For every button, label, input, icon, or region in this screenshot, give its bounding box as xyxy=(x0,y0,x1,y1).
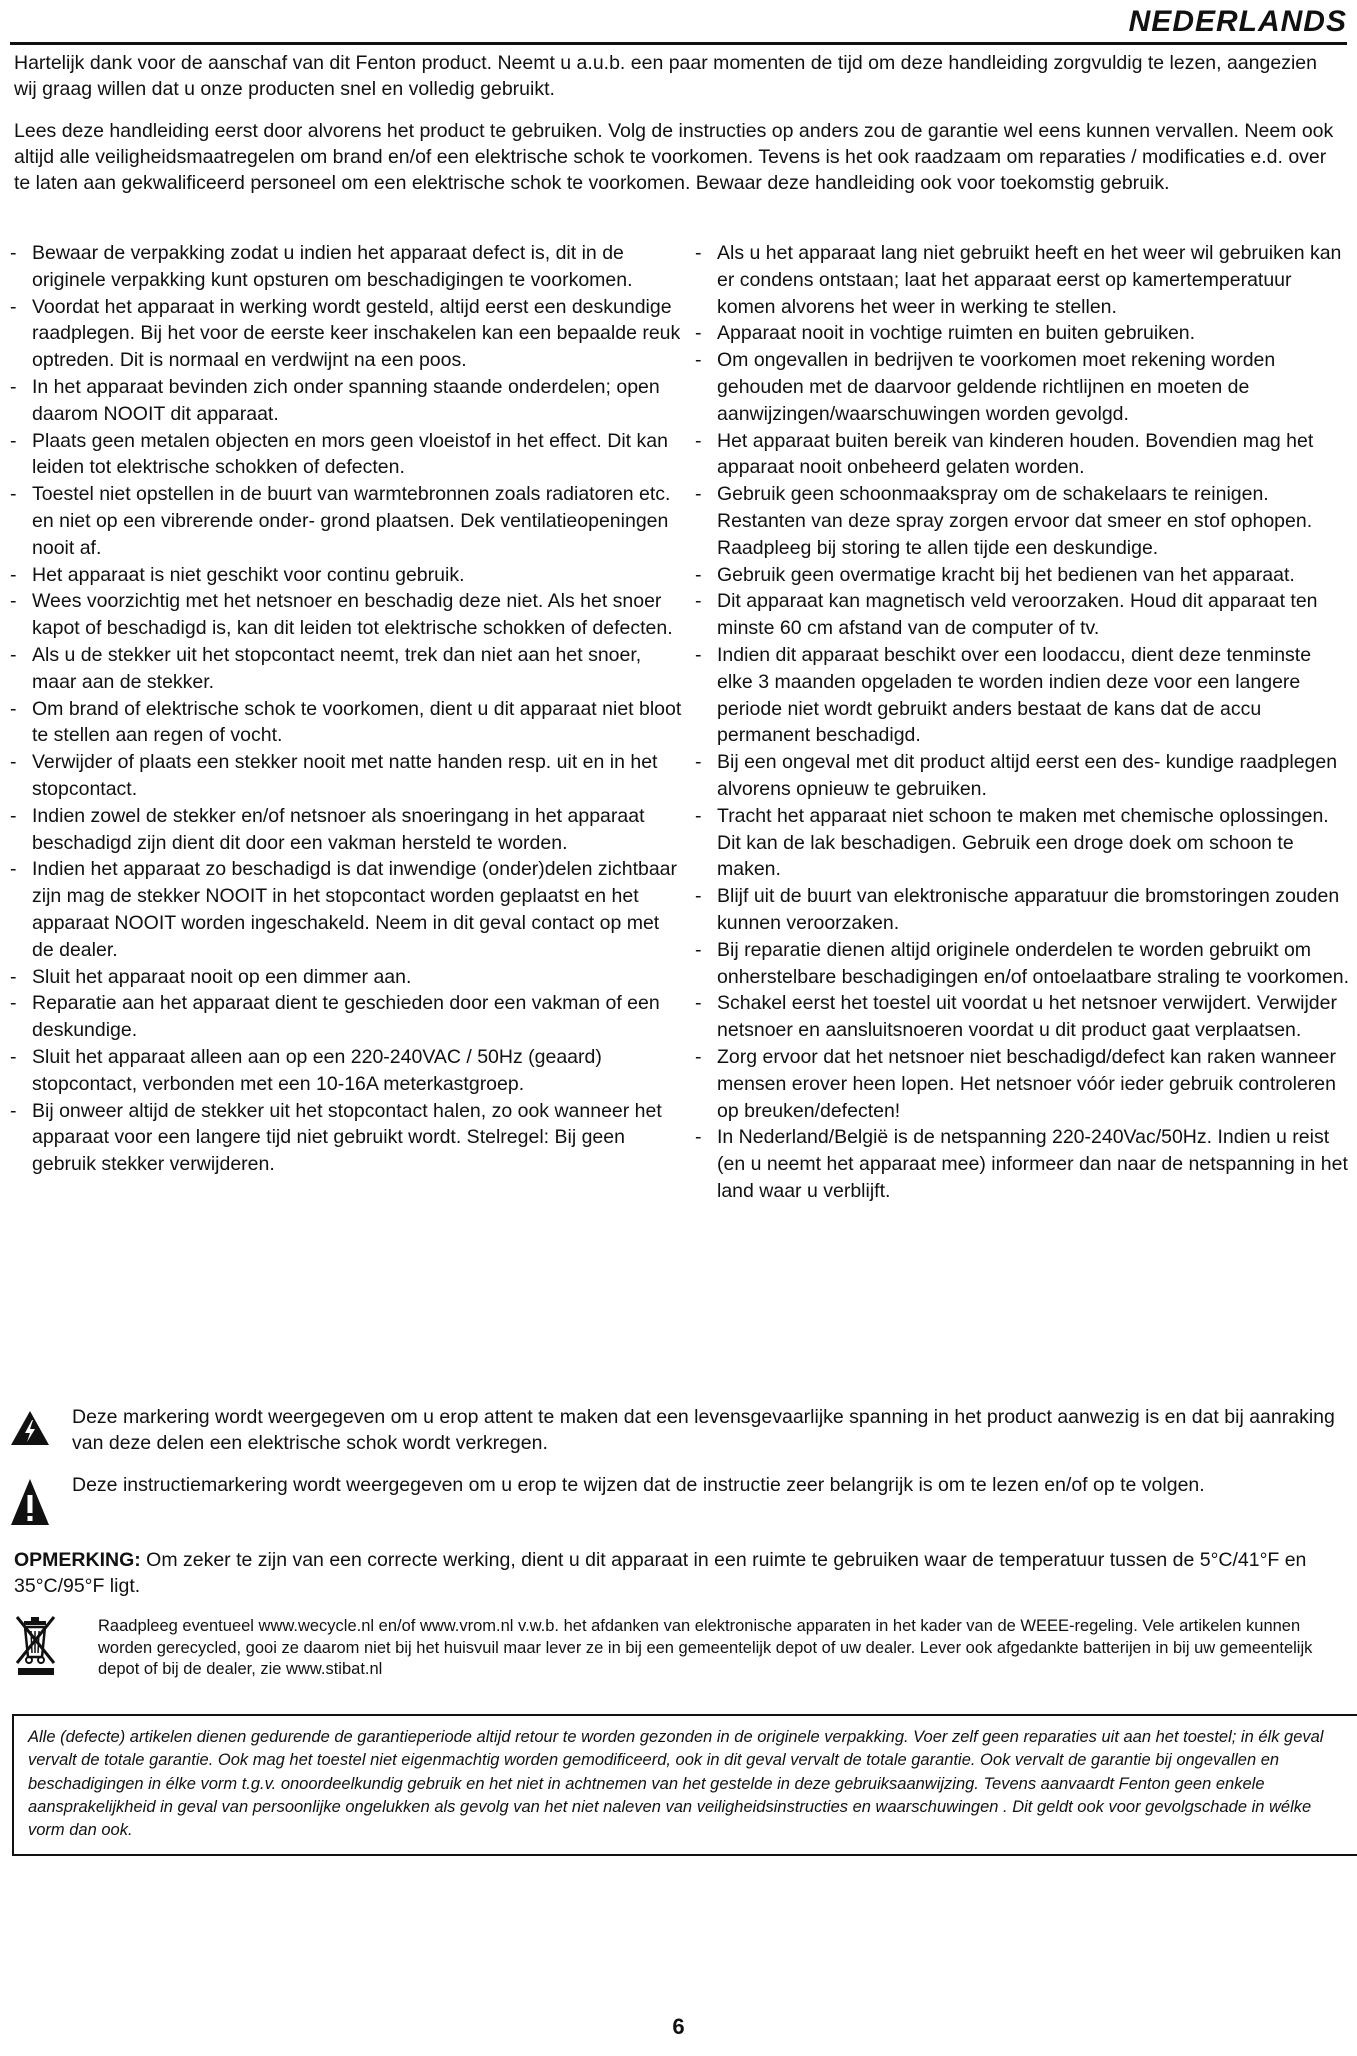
list-dash: - xyxy=(10,563,17,586)
safety-item xyxy=(695,428,1350,482)
safety-item-text: In Nederland/België is de netspanning 220-240Vac/50Hz. Indien u reist (en u neemt het apparaat mee) informeer dan naar de netspanning in het land waar u verblijft. xyxy=(717,1126,1348,1202)
list-dash: - xyxy=(10,590,17,613)
list-dash: - xyxy=(10,804,17,827)
list-dash: - xyxy=(10,697,17,720)
safety-item-text: Bij reparatie dienen altijd originele onderdelen te worden gebruikt om onherstelbare beschadigingen en/of ontoelaatbare straling te voorkomen. xyxy=(717,938,1350,988)
safety-item-text: Toestel niet opstellen in de buurt van warmtebronnen zoals radiatoren etc. en niet op een vibrerende onder- grond plaatsen. Dek ventilatieopeningen nooit af. xyxy=(32,483,671,559)
list-dash: - xyxy=(10,992,17,1015)
weee-text: Raadpleeg eventueel www.wecycle.nl en/of www.vrom.nl v.w.b. het afdanken van elektronische apparaten in het kader van de WEEE-regeling. Vele artikelen kunnen worden gerecycled, gooi ze daarom niet bij het huisvuil maar lever ze in bij een gemeentelijk depot of uw dealer. Lever ook afgedankte batterijen in bij uw gemeentelijk depot of bij de dealer, zie www.stibat.nl xyxy=(98,1617,1313,1678)
safety-item-text: Gebruik geen schoonmaakspray om de schakelaars te reinigen. Restanten van deze spray zorgen ervoor dat smeer en stof ophopen. Raadpleeg bij storing te allen tijde een deskundige. xyxy=(717,483,1313,559)
safety-item xyxy=(10,428,682,482)
weee-notice xyxy=(10,1613,1350,1682)
safety-item-text: Indien zowel de stekker en/of netsnoer als snoeringang in het apparaat beschadigd zijn dient dit door een vakman hersteld te worden. xyxy=(32,804,645,854)
page-number: 6 xyxy=(672,2014,685,2039)
safety-item xyxy=(10,990,682,1044)
safety-item xyxy=(10,240,682,294)
safety-item-text: Apparaat nooit in vochtige ruimten en buiten gebruiken. xyxy=(717,322,1196,345)
warranty-box: Alle (defecte) artikelen dienen gedurende de garantieperiode altijd retour te worden gezonden in de originele verpakking. Voer zelf geen reparaties uit aan het toestel; in élk geval vervalt de totale garantie. Ook mag het toestel niet eigenmachtig worden gemodificeerd, ook in dit geval vervalt de totale garantie. Ook vervalt de garantie bij ongevallen en beschadigingen in élke vorm t.g.v. onoordeelkundig gebruik en het niet in achtnemen van het gestelde in deze gebruiksaanwijzing. Tevens aanvaardt Fenton geen enkele aansprakelijkheid in geval van persoonlijke ongelukken als gevolg van het niet naleven van veiligheidsinstructies en waarschuwingen . Dit geldt ook voor gevolgschade in wélke vorm dan ook. xyxy=(12,1714,1357,1856)
safety-item-text: Om brand of elektrische schok te voorkomen, dient u dit apparaat niet bloot te stellen aan regen of vocht. xyxy=(32,697,682,747)
safety-item xyxy=(695,642,1350,749)
safety-item xyxy=(695,883,1350,937)
list-dash: - xyxy=(695,563,702,586)
safety-item-text: Zorg ervoor dat het netsnoer niet beschadigd/defect kan raken wanneer mensen erover heen lopen. Het netsnoer vóór ieder gebruik controleren op breuken/defecten! xyxy=(717,1045,1336,1122)
crossed-bin-icon xyxy=(10,1613,98,1682)
safety-item xyxy=(695,1124,1350,1204)
safety-item xyxy=(695,562,1350,589)
list-dash: - xyxy=(10,1099,17,1122)
safety-item xyxy=(695,347,1350,427)
list-dash: - xyxy=(695,590,702,613)
list-dash: - xyxy=(10,643,17,666)
note-label: OPMERKING: xyxy=(14,1549,141,1571)
intro-paragraph-thanks: Hartelijk dank voor de aanschaf van dit Fenton product. Neemt u a.u.b. een paar momenten de tijd om deze handleiding zorgvuldig te lezen, aangezien wij graag willen dat u onze producten snel en volledig gebruikt. xyxy=(14,52,1317,100)
safety-item-text: Gebruik geen overmatige kracht bij het bedienen van het apparaat. xyxy=(717,563,1295,586)
safety-item xyxy=(10,294,682,374)
lightning-warning-icon xyxy=(10,1404,72,1451)
safety-item xyxy=(695,588,1350,642)
safety-item xyxy=(695,320,1350,347)
safety-item xyxy=(695,803,1350,883)
safety-item xyxy=(10,562,682,589)
safety-item xyxy=(10,696,682,750)
safety-item xyxy=(695,937,1350,991)
list-dash: - xyxy=(695,242,702,264)
list-dash: - xyxy=(10,751,17,774)
list-dash: - xyxy=(10,295,17,318)
safety-item-text: Indien het apparaat zo beschadigd is dat inwendige (onder)delen zichtbaar zijn mag de stekker NOOIT in het stopcontact worden geplaatst en het apparaat NOOIT worden ingeschakeld. Neem in dit geval contact op met de dealer. xyxy=(32,858,678,961)
list-dash: - xyxy=(10,1045,17,1068)
list-dash: - xyxy=(10,965,17,988)
safety-item xyxy=(10,1044,682,1098)
exclamation-warning-icon xyxy=(10,1472,72,1531)
safety-item xyxy=(10,856,682,963)
safety-item xyxy=(10,964,682,991)
list-dash: - xyxy=(10,858,17,881)
safety-item-text: Plaats geen metalen objecten en mors geen vloeistof in het effect. Dit kan leiden tot elektrische schokken of defecten. xyxy=(32,429,668,479)
voltage-warning xyxy=(10,1404,1350,1456)
safety-item xyxy=(10,749,682,803)
safety-item-text: Blijf uit de buurt van elektronische apparatuur die bromstoringen zouden kunnen veroorzaken. xyxy=(717,885,1340,934)
safety-item-text: Reparatie aan het apparaat dient te geschieden door een vakman of een deskundige. xyxy=(32,992,660,1042)
list-dash: - xyxy=(695,992,702,1015)
list-dash: - xyxy=(695,349,702,372)
safety-item-text: Tracht het apparaat niet schoon te maken met chemische oplossingen. Dit kan de lak beschadigen. Gebruik een droge doek om schoon te maken. xyxy=(717,804,1329,881)
safety-item xyxy=(695,481,1350,561)
list-dash: - xyxy=(695,643,702,666)
safety-item-text: Dit apparaat kan magnetisch veld veroorzaken. Houd dit apparaat ten minste 60 cm afstand van de computer of tv. xyxy=(717,590,1318,640)
safety-item-text: Sluit het apparaat nooit op een dimmer aan. xyxy=(32,965,412,988)
list-dash: - xyxy=(10,483,17,506)
safety-item xyxy=(10,803,682,857)
safety-item-text: In het apparaat bevinden zich onder spanning staande onderdelen; open daarom NOOIT dit apparaat. xyxy=(32,375,660,425)
safety-item-text: Als u het apparaat lang niet gebruikt heeft en het weer wil gebruiken kan er condens ontstaan; laat het apparaat eerst op kamertemperatuur komen alvorens het weer in werking te stellen. xyxy=(717,242,1342,318)
list-dash: - xyxy=(695,1126,702,1149)
safety-item xyxy=(695,990,1350,1044)
list-dash: - xyxy=(695,1045,702,1068)
warning-section xyxy=(10,1404,1350,1682)
safety-item xyxy=(10,1098,682,1178)
safety-item-text: Bij onweer altijd de stekker uit het stopcontact halen, zo ook wanneer het apparaat voor een langere tijd niet gebruikt wordt. Stelregel: Bij geen gebruik stekker verwijderen. xyxy=(32,1099,662,1176)
note-text: Om zeker te zijn van een correcte werking, dient u dit apparaat in een ruimte te gebruiken waar de temperatuur tussen de 5°C/41°F en 35°C/95°F ligt. xyxy=(14,1549,1307,1597)
list-dash: - xyxy=(695,804,702,827)
list-dash: - xyxy=(695,885,702,908)
list-dash: - xyxy=(695,483,702,506)
list-dash: - xyxy=(10,429,17,452)
safety-item-text: Indien dit apparaat beschikt over een loodaccu, dient deze tenminste elke 3 maanden opgeladen te worden indien deze voor een langere periode niet wordt gebruikt anders bestaat de kans dat de accu permanent beschadigd. xyxy=(717,643,1312,747)
safety-item xyxy=(695,749,1350,803)
safety-item-text: Sluit het apparaat alleen aan op een 220-240VAC / 50Hz (geaard) stopcontact, verbonden met een 10-16A meterkastgroep. xyxy=(32,1045,602,1095)
voltage-warning-text: Deze markering wordt weergegeven om u erop attent te maken dat een levensgevaarlijke spanning in het product aanwezig is en dat bij aanraking van deze delen een elektrische schok wordt verkregen. xyxy=(72,1406,1335,1454)
safety-item-text: Bewaar de verpakking zodat u indien het apparaat defect is, dit in de originele verpakking kunt opsturen om beschadigingen te voorkomen. xyxy=(32,242,633,291)
safety-item-text: Bij een ongeval met dit product altijd eerst een des- kundige raadplegen alvorens opnieuw te gebruiken. xyxy=(717,751,1338,800)
safety-list-left xyxy=(10,240,682,1205)
safety-item-text: Het apparaat is niet geschikt voor continu gebruik. xyxy=(32,563,465,586)
safety-item xyxy=(10,588,682,642)
safety-item-text: Voordat het apparaat in werking wordt gesteld, altijd eerst een deskundige raadplegen. Bij het voor de eerste keer inschakelen kan een bepaalde reuk optreden. Dit is normaal en verdwijnt na een poos. xyxy=(32,295,681,372)
temperature-note xyxy=(14,1547,1350,1599)
safety-item-text: Als u de stekker uit het stopcontact neemt, trek dan niet aan het snoer, maar aan de stekker. xyxy=(32,643,642,693)
safety-item xyxy=(10,481,682,561)
safety-item-text: Het apparaat buiten bereik van kinderen houden. Bovendien mag het apparaat nooit onbeheerd gelaten worden. xyxy=(717,429,1314,479)
safety-item xyxy=(10,374,682,428)
language-title: NEDERLANDS xyxy=(1128,5,1347,38)
list-dash: - xyxy=(10,375,17,398)
list-dash: - xyxy=(695,429,702,452)
intro-paragraph-instructions: Lees deze handleiding eerst door alvorens het product te gebruiken. Volg de instructies op anders zou de garantie wel eens kunnen vervallen. Neem ook altijd alle veiligheidsmaatregelen om brand en/of een elektrische schok te voorkomen. Tevens is het ook raadzaam om reparaties / modificaties e.d. over te laten aan gekwalificeerd personeel om een elektrische schok te voorkomen. Bewaar deze handleiding ook voor toekomstig gebruik. xyxy=(14,120,1334,194)
header-rule xyxy=(10,42,1347,45)
safety-item xyxy=(695,1044,1350,1124)
list-dash: - xyxy=(10,242,17,264)
safety-list-right xyxy=(695,240,1350,1205)
instruction-warning-text: Deze instructiemarkering wordt weergegeven om u erop te wijzen dat de instructie zeer belangrijk is om te lezen en/of op te volgen. xyxy=(72,1474,1205,1496)
safety-item-text: Verwijder of plaats een stekker nooit met natte handen resp. uit en in het stopcontact. xyxy=(32,751,658,800)
safety-item-text: Om ongevallen in bedrijven te voorkomen moet rekening worden gehouden met de daarvoor geldende richtlijnen en moeten de aanwijzingen/waarschuwingen worden gevolgd. xyxy=(717,349,1276,425)
safety-item xyxy=(10,642,682,696)
list-dash: - xyxy=(695,322,702,345)
safety-item-text: Wees voorzichtig met het netsnoer en beschadig deze niet. Als het snoer kapot of beschadigd is, kan dit leiden tot elektrische schokken of defecten. xyxy=(32,590,673,640)
instruction-warning xyxy=(10,1472,1350,1531)
safety-item-text: Schakel eerst het toestel uit voordat u het netsnoer verwijdert. Verwijder netsnoer en aansluitsnoeren voordat u dit product gaat verplaatsen. xyxy=(717,992,1337,1042)
list-dash: - xyxy=(695,751,702,774)
list-dash: - xyxy=(695,938,702,961)
safety-instructions xyxy=(10,240,1350,1205)
safety-item xyxy=(695,240,1350,320)
